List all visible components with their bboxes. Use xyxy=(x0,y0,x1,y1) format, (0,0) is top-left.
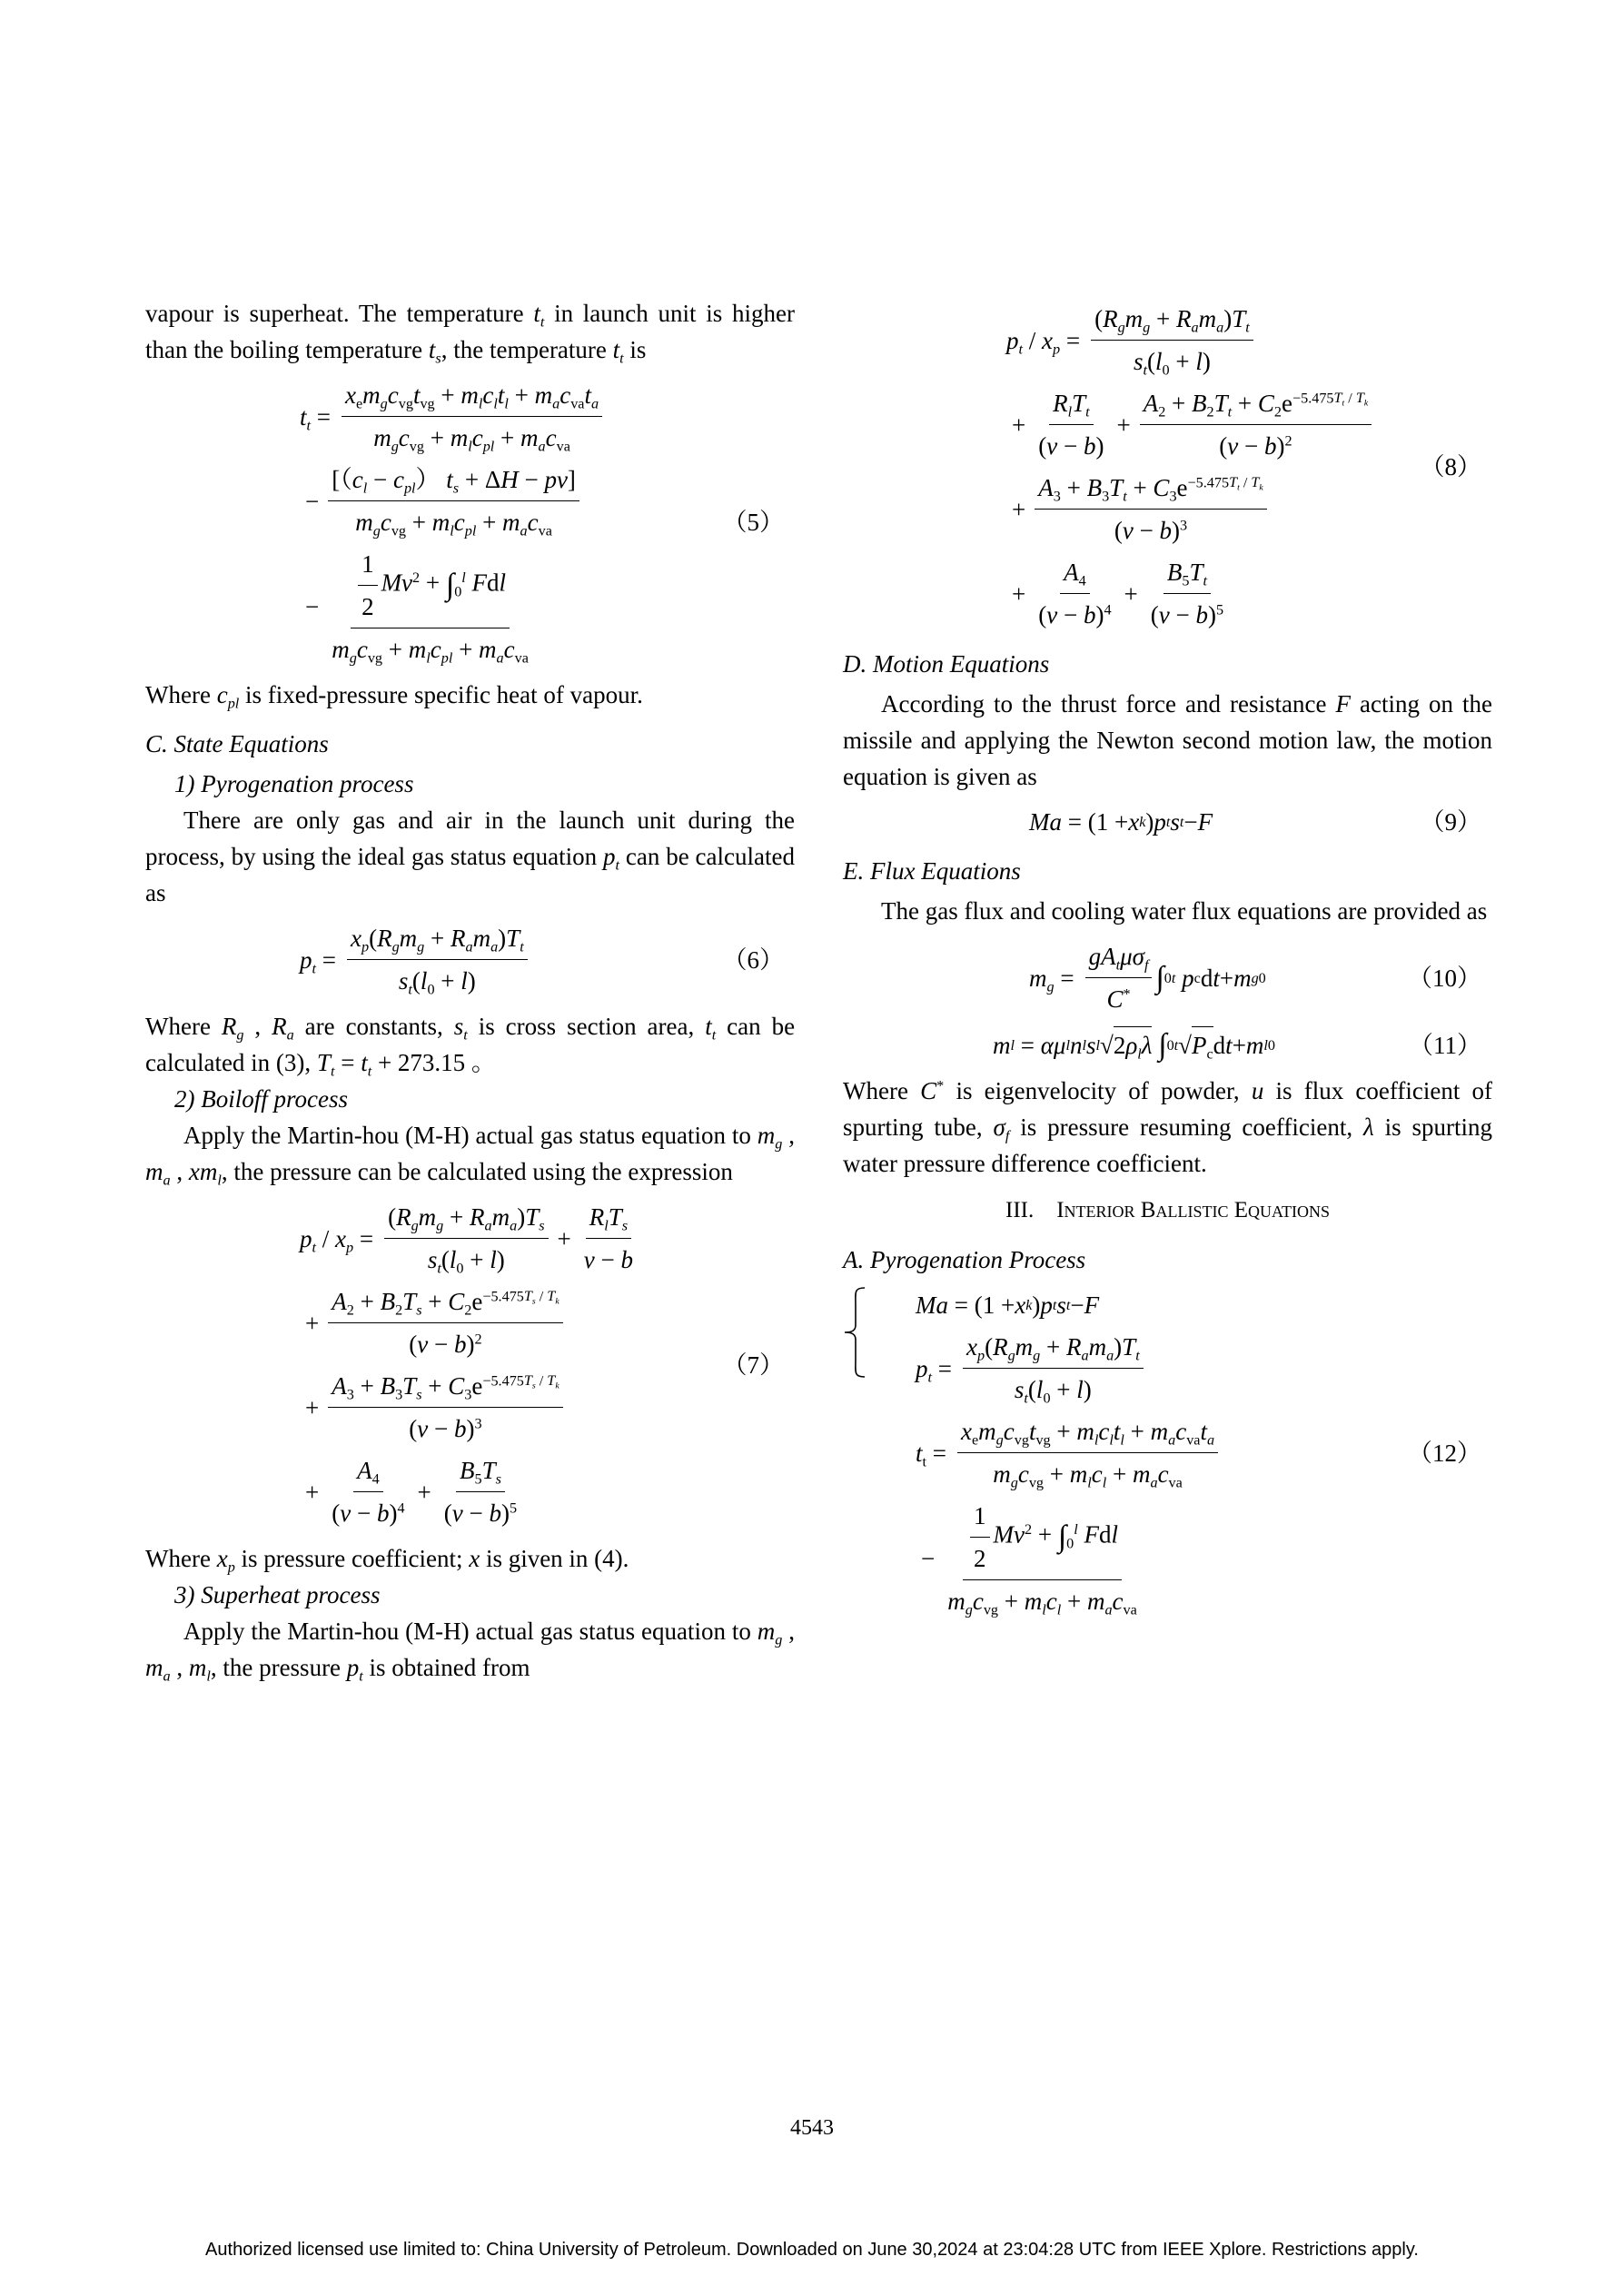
right-column xyxy=(843,295,1492,1628)
equation-7: $p_t / x_p$ = $\frac{(R_gm_g + R_am_a)T_s}{s_t(l_0 + l)}$ + $\frac{R_lT_s}{v - b}$ + $\frac{A_2 + B_2T_s + C_2e^{-5.475T_s / T_k}}{(v - b)^2}$ + $\frac{A_3 + B_3T_s + C_3e^{-5.475T_s / T_k}}{(v - b)^3}$ + $\frac{A_4}{(v - b)^4}$ + $\frac{B_5T_s}{(v - b)^5}$ （7） xyxy=(145,1199,795,1531)
equation-8: $p_t / x_p$ = $\frac{(R_gm_g + R_am_a)T_t}{s_t(l_0 + l)}$ + $\frac{R_lT_t}{(v - b)}$ + $\frac{A_2 + B_2T_t + C_2e^{-5.475T_t / T_k}}{(v - b)^2}$ + $\frac{A_3 + B_3T_t + C_3e^{-5.475T_t / T_k}}{(v - b)^3}$ + $\frac{A_4}{(v - b)^4}$ + $\frac{B_5T_t}{(v - b)^5}$ （8） xyxy=(843,301,1492,633)
paragraph-where-c: Where C* is eigenvelocity of powder, u is flux coefficient of spurting tube, $\sigma_f$ is pressure resuming coefficient, λ is spurting water pressure difference coefficient. xyxy=(843,1077,1493,1177)
paragraph-boiloff: Apply the Martin-hou (M-H) actual gas status equation to $m_g$ , $m_a$ , $xm_l$, the pressure can be calculated using the expression xyxy=(145,1122,796,1189)
section-heading-c: C. State Equations xyxy=(145,730,329,757)
subsection-heading-1: 1) Pyrogenation process xyxy=(174,770,414,797)
page-number: 4543 xyxy=(790,2116,834,2140)
equation-number: （7） xyxy=(722,1351,784,1379)
equation-number: （6） xyxy=(722,945,784,974)
section-heading-a: A. Pyrogenation Process xyxy=(843,1246,1086,1273)
equation-9: Ma = (1 + x k ) p t s t − F （9） xyxy=(843,804,1492,840)
equation-11: m l = αμ l n l s l √ $2\rho_l\lambda$ ∫ 0 t √ $P_c$ d t + m l0 （11） xyxy=(993,1027,1481,1063)
equation-number: （11） xyxy=(1409,1031,1481,1059)
paragraph-where-xp: Where $x_p$ is pressure coefficient; x is given in (4). xyxy=(145,1545,629,1576)
paragraph-intro: vapour is superheat. The temperature $t_t$ in launch unit is higher than the boiling temperature $t_s$, the temperature $t_t$ is xyxy=(145,300,795,367)
paragraph-where-r: Where $R_g$ , $R_a$ are constants, $s_t$ is cross section area, $t_t$ can be calculated in (3), $T_t = t_t + 273.15$ 。 xyxy=(145,1013,796,1080)
equation-number: （5） xyxy=(722,509,784,536)
paragraph-motion: According to the thrust force and resistance F acting on the missile and applying the Newton second motion law, the motion equation is given as xyxy=(843,690,1493,790)
equation-number: （9） xyxy=(1420,808,1481,836)
left-brace-icon xyxy=(843,1287,868,1378)
equation-5: $t_t$ = $\frac{x_em_gc_{vg}t_{vg} + m_lc_lt_l + m_ac_{va}t_a}{m_gc_{vg} + m_lc_{pl} + m_ac_{va}}$ − $\frac{[(c_l - c_{pl}) t_s + \Delta H - pv]}{m_gc_{vg} + m_lc_{pl} + m_ac_{va}}$ − $\frac{1}{2}$ $Mv^2 + \int_0^l$ Fdl $m_gc_{vg} + m_lc_{pl} + m_ac_{va}$ （5） xyxy=(145,377,795,668)
paragraph-superheat: Apply the Martin-hou (M-H) actual gas status equation to $m_g$ , $m_a$ , $m_l$, the pressure $p_t$ is obtained from xyxy=(145,1618,796,1685)
equation-number: （12） xyxy=(1408,1440,1481,1467)
equation-12: Ma = (1 + x k ) p t s t − F $p_t$ = $\frac{x_p(R_gm_g + R_am_a)T_t}{s_t(l_0 + l)}$ $t_t$ = $\frac{x_em_gc_{vg}t_{vg} + m_lc_lt_l + m_ac_{va}t_a}{m_gc_{vg} + m_lc_l + m_ac_{va}}$ − $\frac{1}{2}$ $Mv^2 + \int_0^l$ Fdl $m_gc_{vg} + m_lc_l + m_ac_{va}$ （12） xyxy=(843,1287,1492,1619)
paragraph-where-cpl: Where $c_{pl}$ is fixed-pressure specific heat of vapour. xyxy=(145,681,643,712)
section-heading-iii: III. Interior Ballistic Equations xyxy=(1005,1198,1330,1222)
paragraph-pyrogenation: There are only gas and air in the launch unit during the process, by using the ideal gas status equation $p_t$ can be calculated as xyxy=(145,807,795,906)
paragraph-flux: The gas flux and cooling water flux equations are provided as xyxy=(881,897,1488,925)
subsection-heading-2: 2) Boiloff process xyxy=(174,1085,348,1113)
left-column xyxy=(145,295,795,1686)
equation-number: （10） xyxy=(1408,964,1481,992)
subsection-heading-3: 3) Superheat process xyxy=(174,1581,381,1608)
equation-6: $p_t$ = $\frac{x_p(R_gm_g + R_am_a)T_t}{s_t(l_0 + l)}$ （6） xyxy=(145,920,795,999)
equation-number: （8） xyxy=(1420,453,1481,480)
section-heading-d: D. Motion Equations xyxy=(843,650,1050,678)
license-footer: Authorized licensed use limited to: China University of Petroleum. Downloaded on June 30,2024 at 23:04:28 UTC from IEEE Xplore. Restrictions apply. xyxy=(205,2240,1419,2260)
section-heading-e: E. Flux Equations xyxy=(843,857,1021,885)
equation-10: $m_g$ = $\frac{gA_t\mu\sigma_f}{C^*}$ ∫ 0 t p c d t + m g0 （10） xyxy=(843,938,1492,1017)
